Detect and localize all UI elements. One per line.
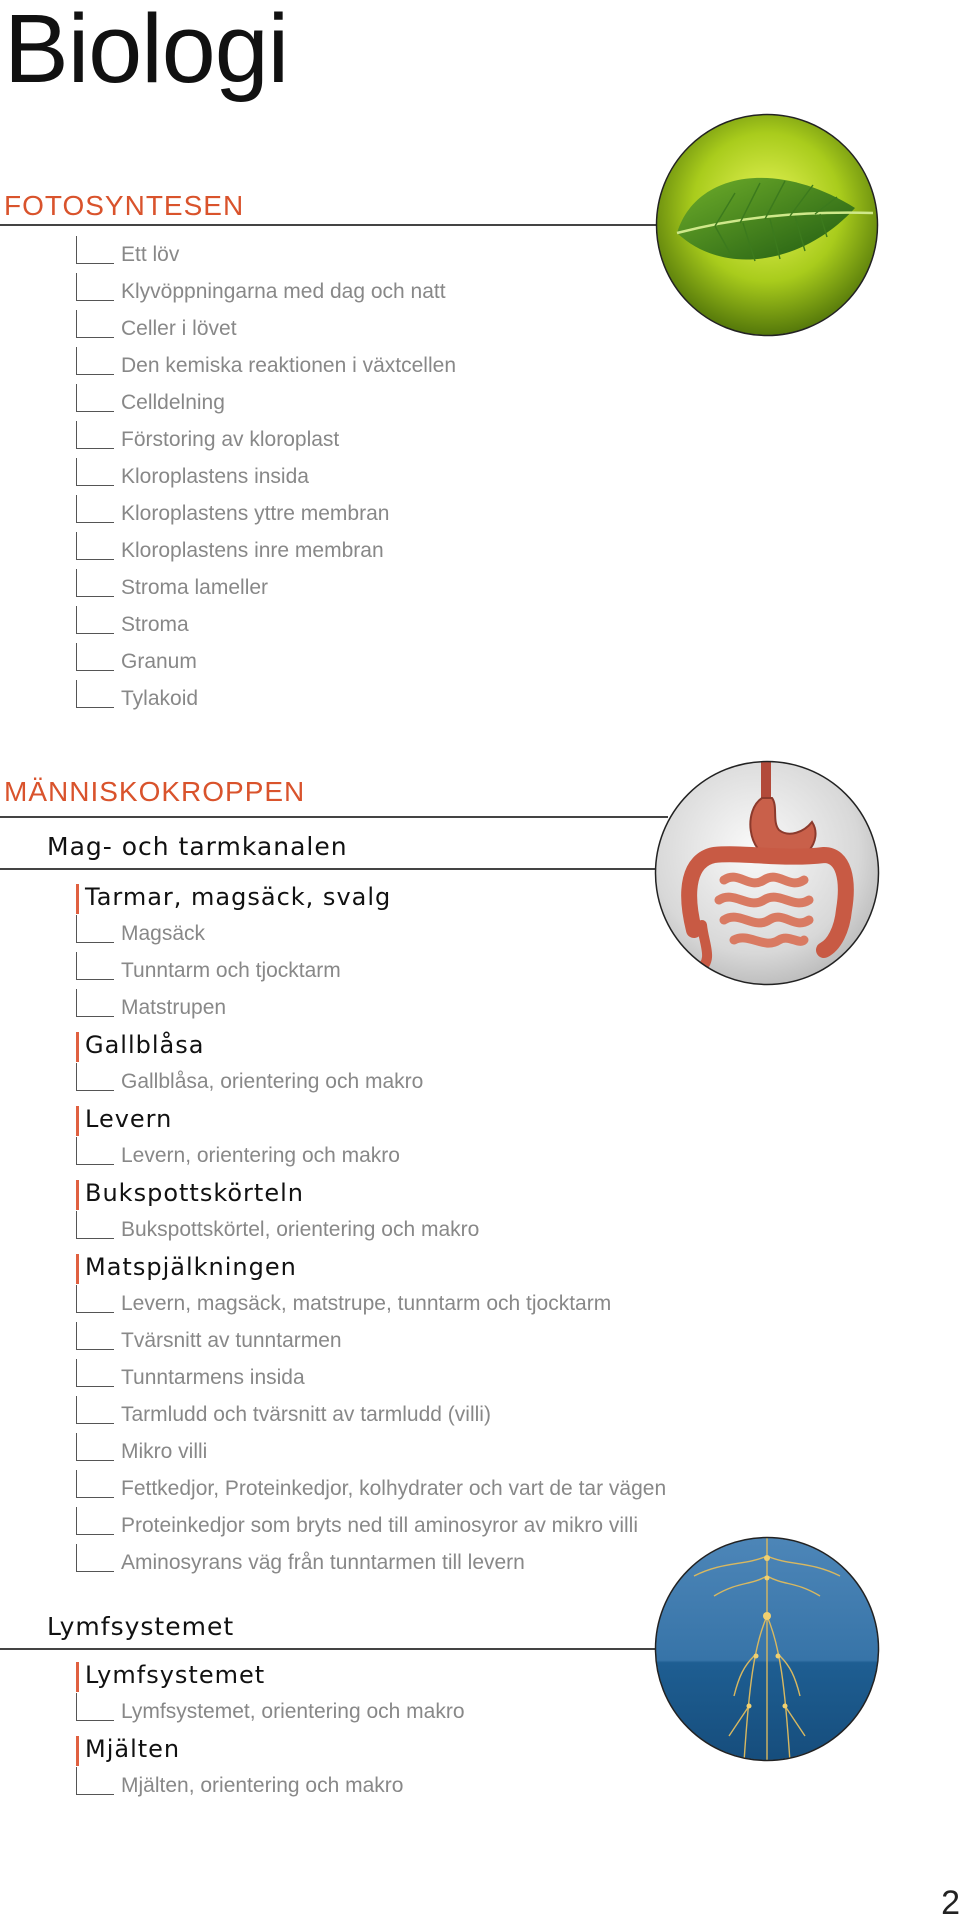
subsection-heading-mag: Mag- och tarmkanalen xyxy=(47,832,348,861)
list-item[interactable]: Aminosyrans väg från tunntarmen till levern xyxy=(76,1544,776,1581)
list-item[interactable]: Förstoring av kloroplast xyxy=(76,421,776,458)
list-item[interactable]: Tylakoid xyxy=(76,680,776,717)
list-item[interactable]: Matstrupen xyxy=(76,989,776,1026)
list-item[interactable]: Lymfsystemet, orientering och makro xyxy=(76,1693,776,1730)
list-item[interactable]: Mjälten, orientering och makro xyxy=(76,1767,776,1804)
list-item[interactable]: Celler i lövet xyxy=(76,310,776,347)
list-item[interactable]: Bukspottskörtel, orientering och makro xyxy=(76,1211,776,1248)
list-item[interactable]: Magsäck xyxy=(76,915,776,952)
list-item[interactable]: Ett löv xyxy=(76,236,776,273)
list-item[interactable]: Levern, orientering och makro xyxy=(76,1137,776,1174)
subsection-heading-lymf: Lymfsystemet xyxy=(47,1612,235,1641)
list-item[interactable]: Kloroplastens inre membran xyxy=(76,532,776,569)
section-rule xyxy=(0,224,660,226)
group-heading[interactable]: Tarmar, magsäck, svalg xyxy=(76,878,776,915)
list-item[interactable]: Levern, magsäck, matstrupe, tunntarm och tjocktarm xyxy=(76,1285,776,1322)
list-item[interactable]: Tunntarm och tjocktarm xyxy=(76,952,776,989)
group-heading[interactable]: Gallblåsa xyxy=(76,1026,776,1063)
digestive-system-image[interactable] xyxy=(654,760,880,986)
leaf-image[interactable] xyxy=(655,113,879,337)
list-item[interactable]: Stroma lameller xyxy=(76,569,776,606)
subsection-rule xyxy=(0,868,668,870)
page-number: 2 xyxy=(941,1884,960,1922)
group-heading[interactable]: Mjälten xyxy=(76,1730,776,1767)
group-heading[interactable]: Lymfsystemet xyxy=(76,1656,776,1693)
list-item[interactable]: Stroma xyxy=(76,606,776,643)
list-item[interactable]: Gallblåsa, orientering och makro xyxy=(76,1063,776,1100)
list-item[interactable]: Kloroplastens insida xyxy=(76,458,776,495)
list-item[interactable]: Granum xyxy=(76,643,776,680)
section-heading-manniskokroppen: MÄNNISKOKROPPEN xyxy=(4,776,306,807)
lymphatic-system-image[interactable] xyxy=(654,1536,880,1762)
group-heading[interactable]: Bukspottskörteln xyxy=(76,1174,776,1211)
list-item[interactable]: Celldelning xyxy=(76,384,776,421)
list-item[interactable]: Klyvöppningarna med dag och natt xyxy=(76,273,776,310)
group-heading[interactable]: Matspjälkningen xyxy=(76,1248,776,1285)
list-item[interactable]: Tvärsnitt av tunntarmen xyxy=(76,1322,776,1359)
group-heading[interactable]: Levern xyxy=(76,1100,776,1137)
list-item[interactable]: Fettkedjor, Proteinkedjor, kolhydrater och vart de tar vägen xyxy=(76,1470,776,1507)
list-item[interactable]: Kloroplastens yttre membran xyxy=(76,495,776,532)
subsection-rule xyxy=(0,1648,668,1650)
section-rule xyxy=(0,816,668,818)
list-item[interactable]: Mikro villi xyxy=(76,1433,776,1470)
section-heading-fotosyntesen: FOTOSYNTESEN xyxy=(4,190,245,221)
list-item[interactable]: Tunntarmens insida xyxy=(76,1359,776,1396)
list-item[interactable]: Tarmludd och tvärsnitt av tarmludd (villi) xyxy=(76,1396,776,1433)
list-item[interactable]: Den kemiska reaktionen i växtcellen xyxy=(76,347,776,384)
list-item[interactable]: Proteinkedjor som bryts ned till aminosyror av mikro villi xyxy=(76,1507,776,1544)
page-title: Biologi xyxy=(4,0,289,103)
